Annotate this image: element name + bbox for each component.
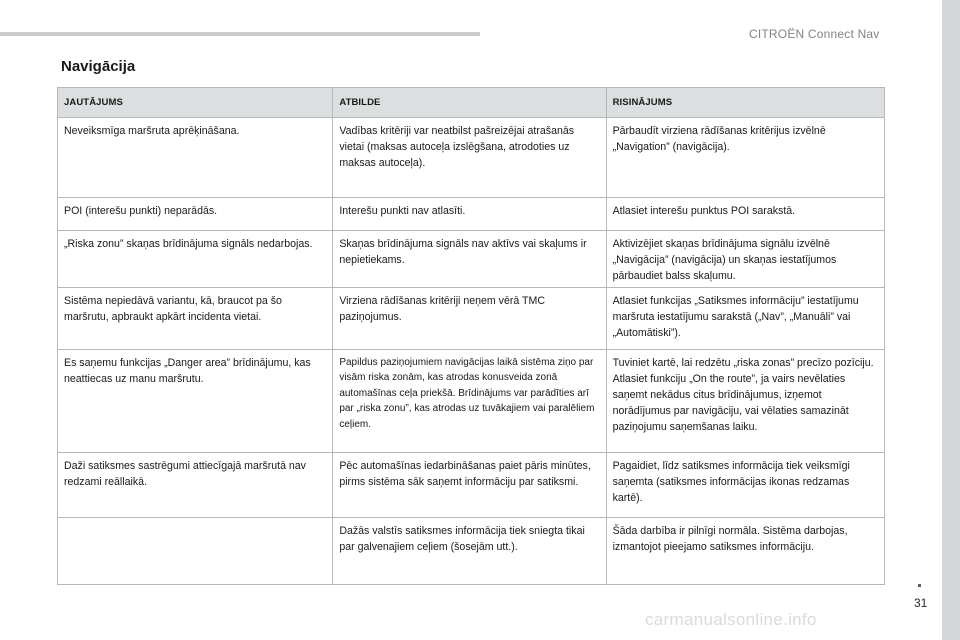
page-title: Navigācija bbox=[61, 58, 136, 75]
cell-solution: Atlasiet funkcijas „Satiksmes informāciju” iestatījumu maršruta iestatījumu sarakstā („Nav”, „Manuāli” vai „Automātiski”). bbox=[606, 288, 884, 350]
page-number: 31 bbox=[914, 596, 928, 610]
table-row bbox=[58, 198, 885, 231]
cell-solution: Pārbaudīt virziena rādīšanas kritērijus izvēlnē „Navigation” (navigācija). bbox=[606, 118, 884, 198]
watermark-text: carmanualsonline.info bbox=[645, 610, 817, 629]
cell-answer: Vadības kritēriji var neatbilst pašreizējai atrašanās vietai (maksas autoceļa izslēgšana, atrodoties uz maksas autoceļa). bbox=[333, 118, 606, 198]
cell-answer: Interešu punkti nav atlasīti. bbox=[333, 198, 606, 231]
page-dot-marker bbox=[918, 584, 921, 587]
cell-question: Es saņemu funkcijas „Danger area” brīdinājumu, kas neattiecas uz manu maršrutu. bbox=[58, 350, 333, 453]
cell-answer: Pēc automašīnas iedarbināšanas paiet pāris minūtes, pirms sistēma sāk saņemt informāciju par satiksmi. bbox=[333, 453, 606, 518]
table-header-row bbox=[58, 88, 885, 118]
cell-question: Daži satiksmes sastrēgumi attiecīgajā maršrutā nav redzami reāllaikā. bbox=[58, 453, 333, 518]
cell-answer: Virziena rādīšanas kritēriji neņem vērā TMC paziņojumus. bbox=[333, 288, 606, 350]
cell-solution: Atlasiet interešu punktus POI sarakstā. bbox=[606, 198, 884, 231]
table-row bbox=[58, 518, 885, 585]
cell-question: Neveiksmīga maršruta aprēķināšana. bbox=[58, 118, 333, 198]
cell-question: Sistēma nepiedāvā variantu, kā, braucot pa šo maršrutu, apbraukt apkārt incidenta vietai. bbox=[58, 288, 333, 350]
cell-solution: Tuviniet kartē, lai redzētu „riska zonas” precīzo pozīciju. Atlasiet funkciju „On the route”, ja vairs nevēlaties saņemt nekādus citus brīdinājumus, izņemot norādījumus par navigāciju, vai vēlaties samazināt paziņojumu saņemšanas laiku. bbox=[606, 350, 884, 453]
cell-answer: Dažās valstīs satiksmes informācija tiek sniegta tikai par galvenajiem ceļiem (šosejām utt.). bbox=[333, 518, 606, 585]
table-row bbox=[58, 288, 885, 350]
cell-solution: Šāda darbība ir pilnīgi normāla. Sistēma darbojas, izmantojot pieejamo satiksmes informāciju. bbox=[606, 518, 884, 585]
table-row bbox=[58, 231, 885, 288]
header-answer: ATBILDE bbox=[333, 88, 606, 118]
table-row bbox=[58, 118, 885, 198]
header-divider-bar bbox=[0, 32, 480, 36]
cell-answer: Skaņas brīdinājuma signāls nav aktīvs vai skaļums ir nepietiekams. bbox=[333, 231, 606, 288]
cell-question: „Riska zonu” skaņas brīdinājuma signāls nedarbojas. bbox=[58, 231, 333, 288]
cell-solution: Pagaidiet, līdz satiksmes informācija tiek veiksmīgi saņemta (satiksmes informācijas ikonas redzamas kartē). bbox=[606, 453, 884, 518]
table-row bbox=[58, 453, 885, 518]
cell-question: POI (interešu punkti) neparādās. bbox=[58, 198, 333, 231]
page-edge-strip bbox=[942, 0, 960, 640]
cell-question bbox=[58, 518, 333, 585]
cell-solution: Aktivizējiet skaņas brīdinājuma signālu izvēlnē „Navigācija” (navigācija) un skaņas iestatījumos pārbaudiet balss skaļumu. bbox=[606, 231, 884, 288]
header-brand-label: CITROËN Connect Nav bbox=[749, 27, 880, 41]
header-solution: RISINĀJUMS bbox=[606, 88, 884, 118]
faq-table bbox=[57, 87, 885, 585]
table-row bbox=[58, 350, 885, 453]
header-question: JAUTĀJUMS bbox=[58, 88, 333, 118]
cell-answer: Papildus paziņojumiem navigācijas laikā sistēma ziņo par visām riska zonām, kas atrodas konusveida zonā automašīnas ceļa priekšā. Brīdinājums var parādīties arī par „riska zonu”, kas atrodas uz tuvākajiem vai paralēliem ceļiem. bbox=[333, 350, 606, 453]
